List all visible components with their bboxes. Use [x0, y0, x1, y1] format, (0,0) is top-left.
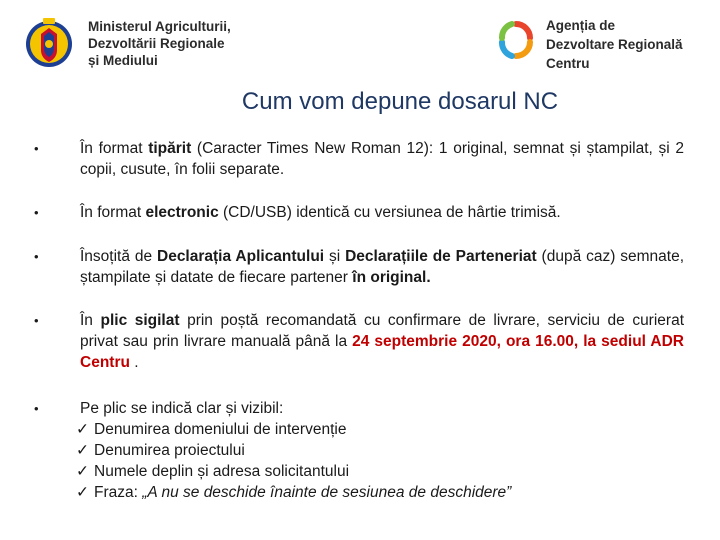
check-icon: ✓: [76, 442, 89, 459]
bullet-text: [80, 202, 684, 223]
bullet-icon: •: [34, 141, 39, 156]
text-run: (Caracter Times New Roman 12): 1 original, semnat și ștampilat, și 2 copii, cusute, în folii separate.: [80, 140, 684, 178]
text-run: (CD/USB) identică cu versiunea de hârtie trimisă.: [218, 204, 561, 221]
bullet-text: [80, 246, 684, 288]
bullet-text: [80, 138, 684, 180]
bullet-icon: •: [34, 205, 39, 220]
bullet-icon: •: [34, 401, 39, 416]
bullet-icon: •: [34, 313, 39, 328]
agency-header: [498, 16, 683, 73]
agency-line-1: Agenția de: [546, 18, 616, 33]
check-text: Numele deplin și adresa solicitantului: [94, 463, 350, 480]
check-item: [76, 419, 346, 440]
check-icon: ✓: [76, 484, 89, 501]
page-title: Cum vom depune dosarul NC: [241, 88, 559, 115]
agency-line-2: Dezvoltare Regională: [546, 37, 683, 52]
ministry-name: [88, 18, 231, 69]
text-run: În format: [80, 140, 149, 157]
check-icon: ✓: [76, 463, 89, 480]
text-run: Însoțită de: [80, 248, 157, 265]
bullet-text: [80, 310, 684, 373]
ministry-line-1: Ministerul Agriculturii,: [88, 19, 231, 34]
bullet-icon: •: [34, 249, 39, 264]
check-icon: ✓: [76, 421, 89, 438]
text-run: În format: [80, 204, 146, 221]
text-run: prin poștă recomandată cu confirmare de livrare, serviciu de curierat privat sau prin livrare manuală până la: [80, 312, 685, 350]
moldova-coat-of-arms-icon: [24, 12, 74, 76]
adr-centru-logo-icon: [498, 20, 534, 60]
agency-name: [546, 16, 683, 73]
bullet-text: Pe plic se indică clar și vizibil:: [80, 400, 284, 417]
quote-text: „A nu se deschide înainte de sesiunea de deschidere”: [142, 484, 512, 501]
deadline-highlight: 24 septembrie 2020, ora 16.00, la sediul ADR Centru: [80, 333, 684, 371]
check-item: [76, 461, 349, 482]
bold-run: Declarația Aplicantului: [157, 248, 325, 265]
ministry-header: [24, 12, 231, 78]
text-run: În: [80, 312, 101, 329]
bold-run: în original.: [352, 269, 431, 286]
ministry-line-3: și Mediului: [88, 53, 158, 68]
agency-line-3: Centru: [546, 56, 590, 71]
bold-run: tipărit: [148, 140, 192, 157]
bold-run: Declarațiile de Parteneriat: [345, 248, 537, 265]
bold-run: plic sigilat: [100, 312, 180, 329]
bold-run: electronic: [145, 204, 219, 221]
text-run: și: [324, 248, 346, 265]
check-item: [76, 440, 245, 461]
check-item: [76, 482, 511, 503]
text-run: (după caz) semnate, ștampilate și datate de fiecare partener: [80, 248, 685, 286]
ministry-line-2: Dezvoltării Regionale: [88, 36, 225, 51]
check-text: Denumirea proiectului: [94, 442, 245, 459]
check-text: Fraza:: [94, 484, 143, 501]
check-text: Denumirea domeniului de intervenție: [94, 421, 347, 438]
text-run: .: [129, 354, 139, 371]
